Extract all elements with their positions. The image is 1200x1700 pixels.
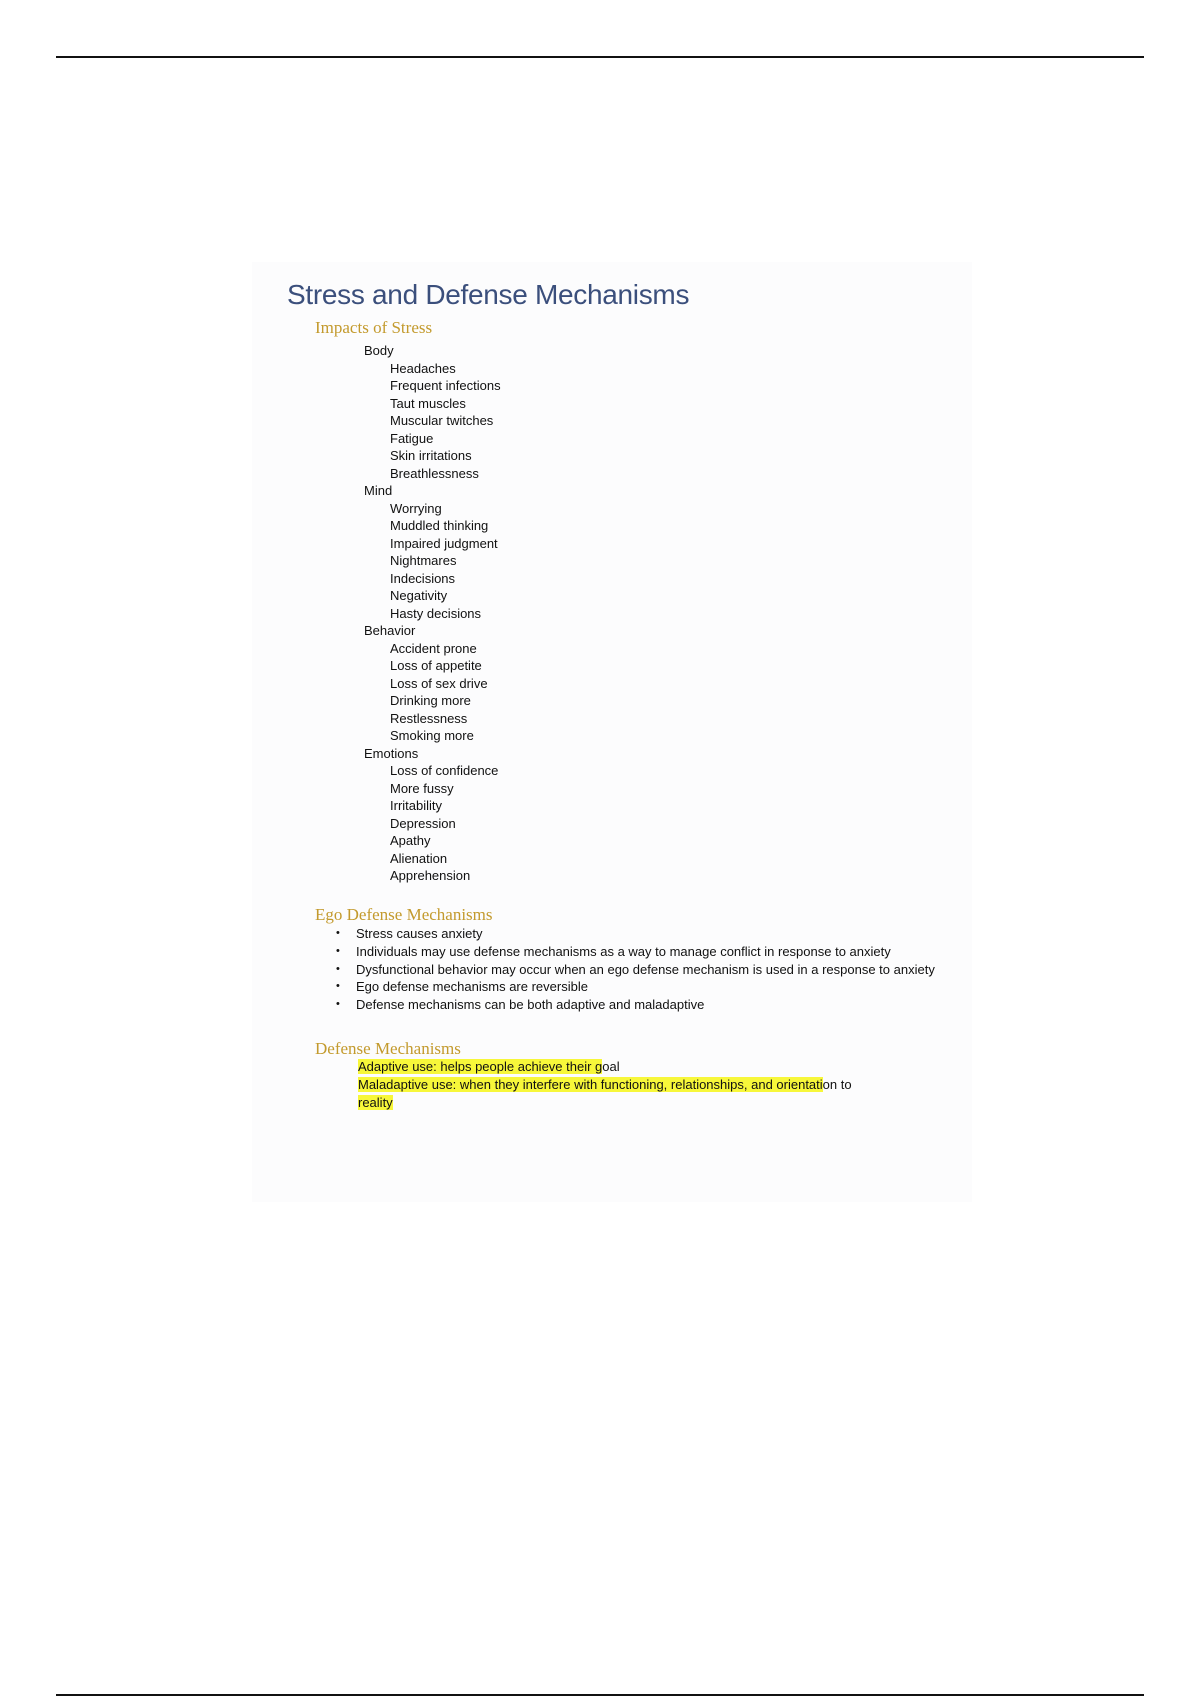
- list-item: • Stress causes anxiety: [334, 925, 954, 943]
- impacts-outline: [364, 342, 864, 885]
- impact-item: Restlessness: [390, 710, 468, 726]
- impact-item: Apathy: [390, 833, 431, 848]
- impact-item: Negativity: [390, 588, 448, 603]
- impact-item: Impaired judgment: [390, 535, 498, 551]
- impact-item: Frequent infections: [390, 378, 501, 393]
- impact-item: Indecisions: [390, 570, 456, 586]
- defense-mechanisms-text: [358, 1058, 918, 1111]
- top-rule: [56, 56, 1144, 58]
- impact-item: Accident prone: [390, 640, 477, 656]
- impact-item: Loss of confidence: [390, 763, 499, 778]
- ego-defense-heading: Ego Defense Mechanisms: [315, 905, 493, 924]
- impact-item: Skin irritations: [390, 448, 472, 463]
- ego-defense-list: [334, 925, 954, 1014]
- impact-item: Hasty decisions: [390, 605, 482, 621]
- impact-item: Smoking more: [390, 728, 474, 743]
- impact-group-behavior: [364, 622, 864, 745]
- impact-item: Depression: [390, 815, 456, 831]
- impact-group-body: [364, 342, 864, 482]
- impact-item: Breathlessness: [390, 465, 479, 481]
- impact-item: Headaches: [390, 360, 456, 376]
- list-item: • Individuals may use defense mechanisms as a way to manage conflict in response to anxiety: [334, 943, 954, 961]
- impact-category: Behavior: [364, 623, 416, 638]
- highlighted-text: Maladaptive use: when they interfere with functioning, relationships, and orientati: [358, 1076, 823, 1092]
- highlighted-text: reality: [358, 1094, 393, 1110]
- impact-item: Nightmares: [390, 553, 457, 568]
- impact-item: Loss of appetite: [390, 658, 482, 673]
- list-item: • Ego defense mechanisms are reversible: [334, 978, 954, 996]
- list-item: • Dysfunctional behavior may occur when an ego defense mechanism is used in a response to anxiety: [334, 961, 954, 979]
- impact-item: Irritability: [390, 798, 443, 813]
- impact-item: Drinking more: [390, 693, 471, 708]
- plain-text: on to: [822, 1076, 852, 1092]
- impact-item: Loss of sex drive: [390, 675, 488, 691]
- adaptive-use-line: [358, 1058, 918, 1076]
- impact-category: Body: [364, 343, 394, 358]
- impact-item: Fatigue: [390, 430, 434, 446]
- highlighted-text: Adaptive use: helps people achieve their g: [358, 1059, 603, 1074]
- impact-item: Taut muscles: [390, 395, 466, 411]
- bottom-rule: [56, 1694, 1144, 1696]
- plain-text: oal: [602, 1059, 620, 1074]
- impact-item: Muscular twitches: [390, 413, 494, 428]
- maladaptive-use-line: [358, 1076, 918, 1112]
- impact-item: Worrying: [390, 500, 442, 516]
- impact-item: More fussy: [390, 780, 454, 796]
- impact-category: Mind: [364, 483, 393, 498]
- impact-item: Alienation: [390, 850, 448, 866]
- document-title: Stress and Defense Mechanisms: [287, 279, 690, 310]
- impacts-heading: Impacts of Stress: [315, 318, 433, 337]
- impact-item: Muddled thinking: [390, 518, 489, 533]
- defense-mechanisms-heading: Defense Mechanisms: [315, 1039, 461, 1058]
- impact-category: Emotions: [364, 745, 419, 761]
- impact-item: Apprehension: [390, 868, 471, 883]
- impact-group-emotions: [364, 745, 864, 885]
- impact-group-mind: [364, 482, 864, 622]
- list-item: • Defense mechanisms can be both adaptive and maladaptive: [334, 996, 954, 1014]
